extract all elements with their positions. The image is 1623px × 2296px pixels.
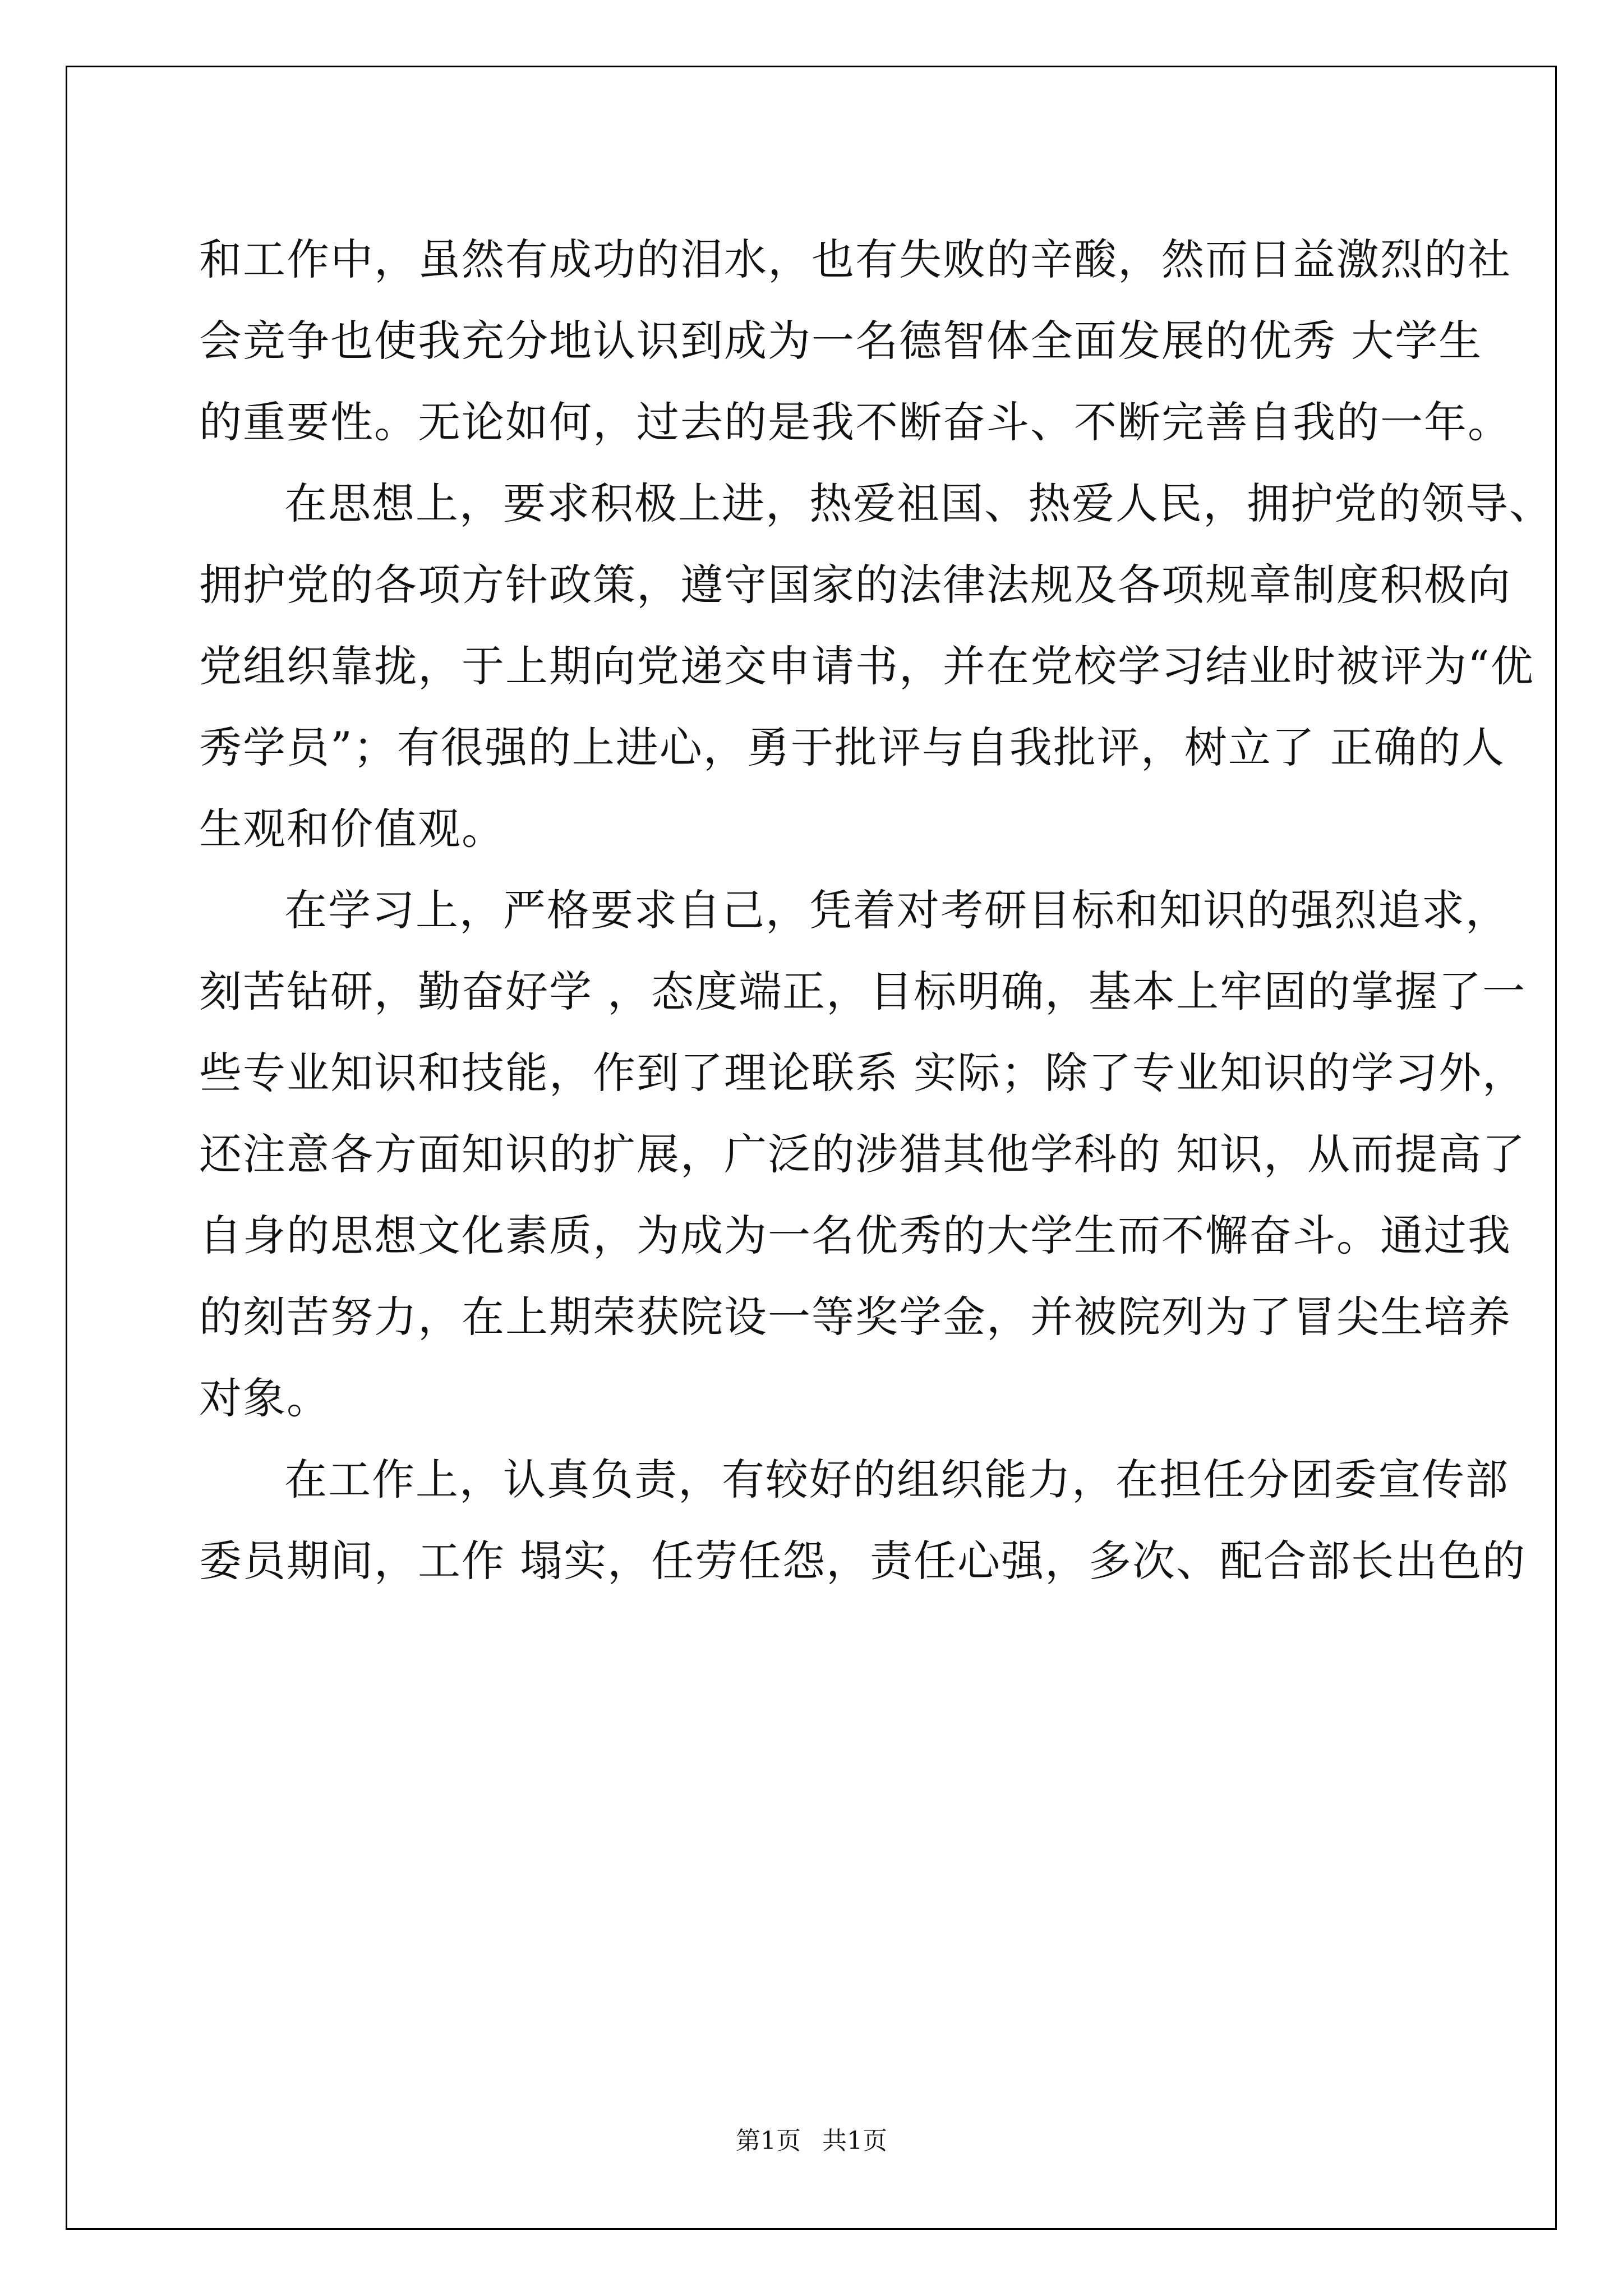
text-line: 对象。 [199,1373,330,1423]
text-line: 会竞争也使我充分地认识到成为一名德智体全面发展的优秀 大学生 [199,316,1483,366]
text-line: 秀学员”；有很强的上进心，勇于批评与自我批评，树立了 正确的人 [199,723,1506,772]
text-line: 刻苦钻研，勤奋好学 ，态度端正，目标明确，基本上牢固的掌握了一 [199,967,1527,1016]
text-line: 党组织靠拢，于上期向党递交申请书，并在党校学习结业时被评为“优 [199,641,1534,691]
paragraph-first-line: 在学习上，严格要求自己，凭着对考研目标和知识的强烈追求， [284,885,1509,935]
text-line: 委员期间，工作 塌实，任劳任怨，责任心强，多次、配合部长出色的 [199,1536,1527,1586]
paragraph-first-line: 在工作上，认真负责，有较好的组织能力，在担任分团委宣传部 [284,1455,1509,1504]
page-footer [0,2120,1623,2156]
text-line: 些专业知识和技能，作到了理论联系 实际；除了专业知识的学习外， [199,1048,1527,1098]
paragraph-first-line: 在思想上，要求积极上进，热爱祖国、热爱人民，拥护党的领导、 [284,478,1553,528]
page-number: 第1页 [736,2127,801,2155]
text-line: 和工作中，虽然有成功的泪水，也有失败的辛酸，然而日益激烈的社 [199,234,1511,284]
text-line: 的重要性。无论如何，过去的是我不断奋斗、不断完善自我的一年。 [199,397,1511,447]
text-line: 自身的思想文化素质，为成为一名优秀的大学生而不懈奋斗。通过我 [199,1211,1511,1260]
text-line: 的刻苦努力，在上期荣获院设一等奖学金，并被院列为了冒尖生培养 [199,1292,1511,1342]
text-line: 拥护党的各项方针政策，遵守国家的法律法规及各项规章制度积极向 [199,560,1511,610]
document-body [199,219,1553,1602]
text-line: 生观和价值观。 [199,804,505,854]
text-line: 还注意各方面知识的扩展，广泛的涉猎其他学科的 知识，从而提高了 [199,1129,1527,1179]
page-total: 共1页 [822,2127,887,2155]
